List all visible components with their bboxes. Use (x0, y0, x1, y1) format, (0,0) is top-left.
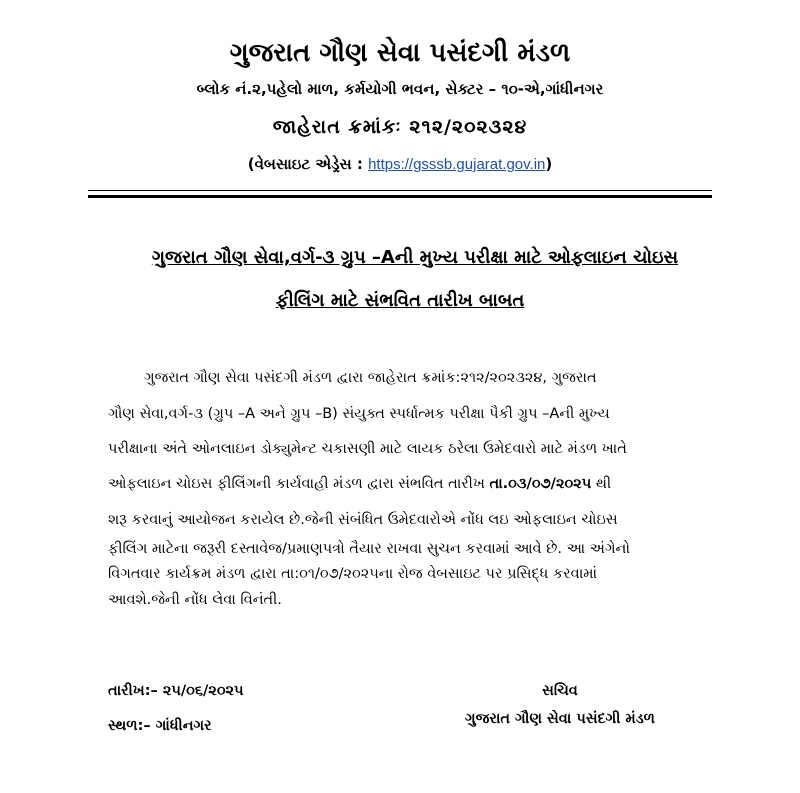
body-line-8: આવશે.જેની નોંધ લેવા વિનંતી. (108, 592, 282, 608)
body-line-2: ગૌણ સેવા,વર્ગ-૩ (ગ્રુપ –A અને ગ્રુપ –B) સંયુક્ત સ્પર્ધાત્મક પરીક્ષા પૈકી ગ્રુપ –Aની મુખ્ય (108, 406, 610, 422)
choice-filling-date: તા.૦૩/૦૭/૨૦૨૫ (489, 476, 592, 492)
issue-date: તારીખ:– ૨૫/૦૬/૨૦૨૫ (108, 683, 244, 699)
header-divider-thin (88, 190, 712, 191)
header-divider-thick (88, 195, 712, 198)
website-label: (વેબસાઇટ એડ્રેસ : (247, 155, 369, 173)
advertisement-number: જાહેરાત ક્રમાંકઃ ૨૧૨/૨૦૨૩૨૪ (272, 116, 528, 138)
body-line-1: ગુજરાત ગૌણ સેવા પસંદગી મંડળ દ્વારા જાહેરાત ક્રમાંક:૨૧૨/૨૦૨૩૨૪, ગુજરાત (144, 370, 597, 386)
body-line-4 (108, 476, 708, 492)
body-line-4-end: થી (591, 476, 612, 492)
org-title: ગુજરાત ગૌણ સેવા પસંદગી મંડળ (229, 38, 571, 68)
body-line-4-text: ઓફલાઇન ચોઇસ ફીલિંગની કાર્યવાહી મંડળ દ્વારા સંભવિત તારીખ (108, 476, 490, 492)
office-address: બ્લોક નં.૨,પહેલો માળ, કર્મયોગી ભવન, સેક્ટર – ૧૦-એ,ગાંધીનગર (196, 80, 604, 98)
subject-line-2 (0, 290, 800, 311)
body-line-5: શરૂ કરવાનું આયોજન કરાયેલ છે.જેની સંબંધિત ઉમેદવારોએ નોંધ લઇ ઓફલાઇન ચોઇસ (108, 512, 618, 528)
body-line-3: પરીક્ષાના અંતે ઓનલાઇન ડોક્યુમેન્ટ ચકાસણી માટે લાયક ઠરેલા ઉમેદવારો માટે મંડળ ખાતે (108, 441, 627, 457)
website-close: ) (545, 155, 553, 173)
website-link[interactable]: https://gsssb.gujarat.gov.in (368, 156, 546, 173)
website-line (0, 155, 800, 173)
issue-place: સ્થળ:– ગાંધીનગર (108, 718, 212, 734)
body-line-6: ફીલિંગ માટેના જરૂરી દસ્તાવેજ/પ્રમાણપત્રો તૈયાર રાખવા સુચન કરવામાં આવે છે. આ અંગેનો (108, 541, 630, 557)
subject-line-2-text: ફીલિંગ માટે સંભવિત તારીખ બાબત (275, 290, 525, 311)
signatory-organization: ગુજરાત ગૌણ સેવા પસંદગી મંડળ (465, 711, 655, 727)
signatory-designation: સચિવ (542, 683, 578, 699)
subject-line-1: ગુજરાત ગૌણ સેવા,વર્ગ-૩ ગ્રુપ –Aની મુખ્ય પરીક્ષા માટે ઓફલાઇન ચોઇસ (151, 247, 679, 268)
body-line-7: વિગતવાર કાર્યક્રમ મંડળ દ્વારા તા:૦૧/૦૭/૨૦૨૫ના રોજ વેબસાઇટ પર પ્રસિદ્ધ કરવામાં (108, 566, 598, 582)
